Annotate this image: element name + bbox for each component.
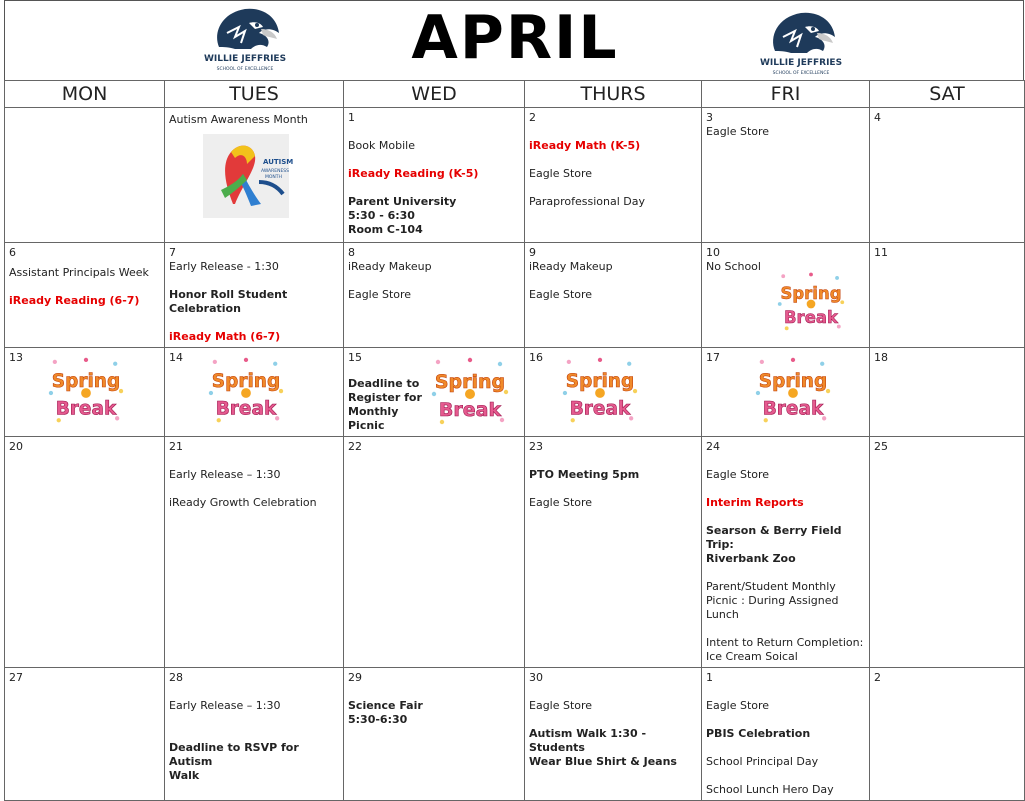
- event-interim-reports: Interim Reports: [706, 496, 804, 509]
- event-iready-reading: iReady Reading (K-5): [348, 167, 479, 180]
- day-header-tue: TUES: [165, 81, 344, 108]
- day-cell-wed-15: [344, 348, 525, 437]
- svg-text:Break: Break: [783, 308, 839, 328]
- day-cell-fri-3: [702, 108, 870, 243]
- date-number: 9: [529, 246, 536, 259]
- event-paraprofessional-day: Paraprofessional Day: [529, 195, 646, 208]
- svg-text:Spring: Spring: [211, 371, 281, 393]
- calendar-header: [4, 0, 1024, 80]
- event-eagle-store: Eagle Store: [706, 125, 770, 138]
- spring-break-icon: [47, 356, 125, 430]
- event-eagle-store: Eagle Store: [529, 496, 593, 509]
- event-intent-to-return-2: Ice Cream Soical: [706, 650, 798, 663]
- date-number: 25: [874, 440, 888, 453]
- event-early-release: Early Release – 1:30: [169, 468, 281, 481]
- date-number: 4: [874, 111, 881, 124]
- day-cell-tue-7: [165, 243, 344, 348]
- svg-text:Break: Break: [55, 398, 117, 420]
- day-cell-wed-29: [344, 668, 525, 801]
- week-row-1: [5, 108, 1025, 243]
- svg-text:MONTH: MONTH: [265, 175, 282, 180]
- day-cell-sat-18: [870, 348, 1025, 437]
- event-parent-university-time: 5:30 - 6:30: [348, 209, 415, 222]
- date-number: 21: [169, 440, 183, 453]
- day-header-sat: SAT: [870, 81, 1025, 108]
- day-header-fri: FRI: [702, 81, 870, 108]
- event-honor-roll: Honor Roll Student: [169, 288, 288, 301]
- month-title: APRIL: [411, 3, 619, 73]
- date-number: 27: [9, 671, 23, 684]
- day-cell-mon-13: [5, 348, 165, 437]
- svg-text:AUTISM: AUTISM: [263, 158, 294, 166]
- day-cell-wed-1: [344, 108, 525, 243]
- event-assistant-principals: Assistant Principals Week: [9, 266, 149, 279]
- svg-text:AWARENESS: AWARENESS: [261, 169, 290, 174]
- svg-text:Spring: Spring: [780, 283, 842, 303]
- date-number: 2: [529, 111, 536, 124]
- date-number: 29: [348, 671, 362, 684]
- event-iready-math: iReady Math (K-5): [529, 139, 641, 152]
- event-picnic-deadline-2: Register for: [348, 391, 422, 404]
- date-number: 3: [706, 111, 713, 124]
- svg-text:Break: Break: [569, 398, 631, 420]
- event-intent-to-return: Intent to Return Completion:: [706, 636, 864, 649]
- day-cell-fri-17: [702, 348, 870, 437]
- event-autism-walk-2: Wear Blue Shirt & Jeans: [529, 755, 677, 768]
- spring-break-icon: [561, 356, 639, 430]
- svg-text:Spring: Spring: [434, 371, 506, 393]
- week-row-3: [5, 348, 1025, 437]
- event-monthly-picnic-3: Lunch: [706, 608, 739, 621]
- event-school-lunch-hero-day: School Lunch Hero Day: [706, 783, 834, 796]
- date-number: 20: [9, 440, 23, 453]
- svg-text:Spring: Spring: [51, 371, 121, 393]
- svg-text:SCHOOL OF EXCELLENCE: SCHOOL OF EXCELLENCE: [772, 71, 830, 76]
- event-early-release: Early Release – 1:30: [169, 699, 281, 712]
- event-parent-university-room: Room C-104: [348, 223, 423, 236]
- day-cell-tue-w1: [165, 108, 344, 243]
- event-rsvp-autism-walk: Deadline to RSVP for Autism: [169, 741, 299, 768]
- svg-text:Spring: Spring: [758, 371, 828, 393]
- svg-text:Break: Break: [438, 399, 502, 421]
- event-autism-awareness: Autism Awareness Month: [169, 113, 308, 126]
- spring-break-icon: [776, 271, 846, 337]
- svg-text:WILLIE JEFFRIES: WILLIE JEFFRIES: [203, 54, 287, 64]
- event-eagle-store: Eagle Store: [348, 288, 412, 301]
- event-eagle-store: Eagle Store: [706, 699, 770, 712]
- date-number: 7: [169, 246, 176, 259]
- svg-text:SCHOOL OF EXCELLENCE: SCHOOL OF EXCELLENCE: [216, 67, 274, 72]
- event-parent-university: Parent University: [348, 195, 457, 208]
- day-cell-thu-23: [525, 437, 702, 668]
- event-iready-makeup: iReady Makeup: [348, 260, 432, 273]
- date-number: 16: [529, 351, 543, 364]
- svg-text:Break: Break: [215, 398, 277, 420]
- date-number: 8: [348, 246, 355, 259]
- date-number: 15: [348, 351, 362, 364]
- event-eagle-store: Eagle Store: [529, 288, 593, 301]
- spring-break-icon: [754, 356, 832, 430]
- day-cell-thu-9: [525, 243, 702, 348]
- event-eagle-store: Eagle Store: [706, 468, 770, 481]
- event-iready-reading: iReady Reading (6-7): [9, 294, 140, 307]
- date-number: 17: [706, 351, 720, 364]
- day-cell-sat-2: [870, 668, 1025, 801]
- svg-text:Break: Break: [762, 398, 824, 420]
- date-number: 30: [529, 671, 543, 684]
- date-number: 22: [348, 440, 362, 453]
- event-no-school: No School: [706, 260, 761, 273]
- day-cell-mon-6: [5, 243, 165, 348]
- day-cell-tue-21: [165, 437, 344, 668]
- day-cell-thu-2: [525, 108, 702, 243]
- calendar-grid: [4, 80, 1025, 801]
- event-book-mobile: Book Mobile: [348, 139, 415, 152]
- autism-ribbon-icon: [203, 134, 294, 218]
- event-field-trip: Searson & Berry Field Trip:: [706, 524, 842, 551]
- date-number: 11: [874, 246, 888, 259]
- day-cell-thu-30: [525, 668, 702, 801]
- event-iready-makeup: iReady Makeup: [529, 260, 613, 273]
- svg-text:Spring: Spring: [565, 371, 635, 393]
- day-cell-tue-28: [165, 668, 344, 801]
- spring-break-icon: [207, 356, 285, 430]
- day-cell-mon-27: [5, 668, 165, 801]
- week-row-4: [5, 437, 1025, 668]
- event-science-fair: Science Fair: [348, 699, 423, 712]
- date-number: 18: [874, 351, 888, 364]
- day-cell-fri-10: [702, 243, 870, 348]
- event-iready-math: iReady Math (6-7): [169, 330, 281, 343]
- event-eagle-store: Eagle Store: [529, 699, 593, 712]
- event-monthly-picnic-2: Picnic : During Assigned: [706, 594, 839, 607]
- day-cell-sat-25: [870, 437, 1025, 668]
- event-honor-roll-2: Celebration: [169, 302, 241, 315]
- day-cell-wed-8: [344, 243, 525, 348]
- event-early-release: Early Release - 1:30: [169, 260, 279, 273]
- event-iready-growth: iReady Growth Celebration: [169, 496, 317, 509]
- event-rsvp-autism-walk-2: Walk: [169, 769, 200, 782]
- date-number: 1: [348, 111, 355, 124]
- calendar: [4, 0, 1024, 796]
- spring-break-icon: [430, 356, 510, 432]
- event-pbis-celebration: PBIS Celebration: [706, 727, 811, 740]
- date-number: 1: [706, 671, 713, 684]
- date-number: 24: [706, 440, 720, 453]
- day-cell-sat-11: [870, 243, 1025, 348]
- day-cell-fri-1: [702, 668, 870, 801]
- day-header-mon: MON: [5, 81, 165, 108]
- date-number: 10: [706, 246, 720, 259]
- event-eagle-store: Eagle Store: [529, 167, 593, 180]
- date-number: 13: [9, 351, 23, 364]
- day-cell-fri-24: [702, 437, 870, 668]
- date-number: 14: [169, 351, 183, 364]
- date-number: 23: [529, 440, 543, 453]
- day-cell-mon-20: [5, 437, 165, 668]
- event-field-trip-2: Riverbank Zoo: [706, 552, 796, 565]
- day-cell-sat-4: [870, 108, 1025, 243]
- event-picnic-deadline: Deadline to: [348, 377, 420, 390]
- week-row-5: [5, 668, 1025, 801]
- event-picnic-deadline-3: Monthly: [348, 405, 399, 418]
- day-cell-empty: [5, 108, 165, 243]
- day-header-wed: WED: [344, 81, 525, 108]
- event-autism-walk: Autism Walk 1:30 - Students: [529, 727, 647, 754]
- date-number: 28: [169, 671, 183, 684]
- event-science-fair-time: 5:30-6:30: [348, 713, 408, 726]
- date-number: 2: [874, 671, 881, 684]
- day-header-thu: THURS: [525, 81, 702, 108]
- svg-text:WILLIE JEFFRIES: WILLIE JEFFRIES: [759, 58, 843, 68]
- event-school-principal-day: School Principal Day: [706, 755, 819, 768]
- date-number: 6: [9, 246, 16, 259]
- day-cell-wed-22: [344, 437, 525, 668]
- event-monthly-picnic: Parent/Student Monthly: [706, 580, 836, 593]
- day-cell-tue-14: [165, 348, 344, 437]
- event-pto-meeting: PTO Meeting 5pm: [529, 468, 640, 481]
- school-logo-right: [761, 7, 841, 81]
- day-header-row: [5, 81, 1025, 108]
- event-picnic-deadline-4: Picnic: [348, 419, 385, 432]
- day-cell-thu-16: [525, 348, 702, 437]
- week-row-2: [5, 243, 1025, 348]
